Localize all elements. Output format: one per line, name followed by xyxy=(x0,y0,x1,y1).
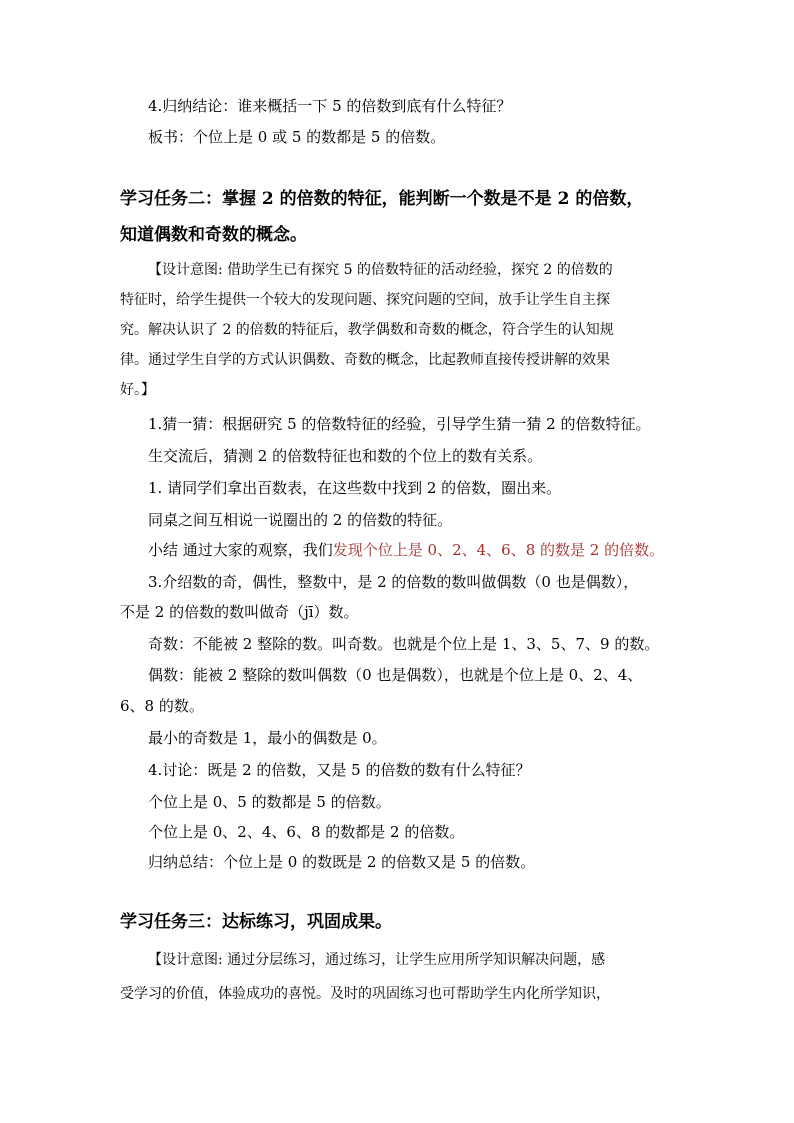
design-intent-2-line5: 好。】 xyxy=(120,382,155,398)
design-intent-2-line2: 特征时，给学生提供一个较大的发现问题、探究问题的空间，放手让学生自主探 xyxy=(120,292,610,308)
summary-highlight: 发现个位上是 0、2、4、6、8 的数是 2 的倍数。 xyxy=(332,541,665,559)
blackboard-note: 板书：个位上是 0 或 5 的数都是 5 的倍数。 xyxy=(148,128,446,146)
parity-intro-line2: 不是 2 的倍数的数叫做奇（jī）数。 xyxy=(120,603,359,621)
design-intent-3-line1: 【设计意图: 通过分层练习，通过练习，让学生应用所学知识解决问题，感 xyxy=(148,952,606,968)
guess-step: 1.猜一猜：根据研究 5 的倍数特征的经验，引导学生猜一猜 2 的倍数特征。 xyxy=(148,415,651,433)
parity-intro-line1: 3.介绍数的奇，偶性，整数中，是 2 的倍数的数叫做偶数（0 也是偶数）， xyxy=(148,573,639,591)
desk-partner-discussion: 同桌之间互相说一说圈出的 2 的倍数的特征。 xyxy=(148,511,453,529)
task2-heading-line2: 知道偶数和奇数的概念。 xyxy=(120,225,307,245)
discussion-step: 4.讨论：既是 2 的倍数，又是 5 的倍数的数有什么特征？ xyxy=(148,761,531,779)
design-intent-2-line3: 究。解决认识了 2 的倍数的特征后，教学偶数和奇数的概念，符合学生的认知规 xyxy=(120,322,614,338)
guess-result: 生交流后，猜测 2 的倍数特征也和数的个位上的数有关系。 xyxy=(148,447,543,465)
multiples-of-5-rule: 个位上是 0、5 的数都是 5 的倍数。 xyxy=(148,793,391,811)
hundred-chart-step: 1. 请同学们拿出百数表，在这些数中找到 2 的倍数，圈出来。 xyxy=(148,479,562,497)
even-definition-line2: 6、8 的数。 xyxy=(120,697,204,715)
summary-prefix: 小结 通过大家的观察，我们 xyxy=(148,541,333,559)
design-intent-2-line4: 律。通过学生自学的方式认识偶数、奇数的概念，比起教师直接传授讲解的效果 xyxy=(120,352,610,368)
summary-line xyxy=(148,540,664,560)
task2-heading-line1: 学习任务二：掌握 2 的倍数的特征，能判断一个数是不是 2 的倍数， xyxy=(120,189,644,209)
multiples-of-2-rule: 个位上是 0、2、4、6、8 的数都是 2 的倍数。 xyxy=(148,823,465,841)
conclusion: 归纳总结：个位上是 0 的数既是 2 的倍数又是 5 的倍数。 xyxy=(148,853,536,871)
even-definition-line1: 偶数：能被 2 整除的数叫偶数（0 也是偶数），也就是个位上是 0、2、4、 xyxy=(148,666,643,684)
design-intent-3-line2: 受学习的价值，体验成功的喜悦。及时的巩固练习也可帮助学生内化所学知识， xyxy=(120,986,610,1002)
task3-heading: 学习任务三：达标练习，巩固成果。 xyxy=(120,912,392,932)
step4-summary-question: 4.归纳结论：谁来概括一下 5 的倍数到底有什么特征？ xyxy=(148,97,512,115)
smallest-odd-even: 最小的奇数是 1，最小的偶数是 0。 xyxy=(148,729,387,747)
design-intent-2-line1: 【设计意图: 借助学生已有探究 5 的倍数特征的活动经验，探究 2 的倍数的 xyxy=(148,262,613,278)
odd-definition: 奇数：不能被 2 整除的数。叫奇数。也就是个位上是 1、3、5、7、9 的数。 xyxy=(148,635,660,653)
